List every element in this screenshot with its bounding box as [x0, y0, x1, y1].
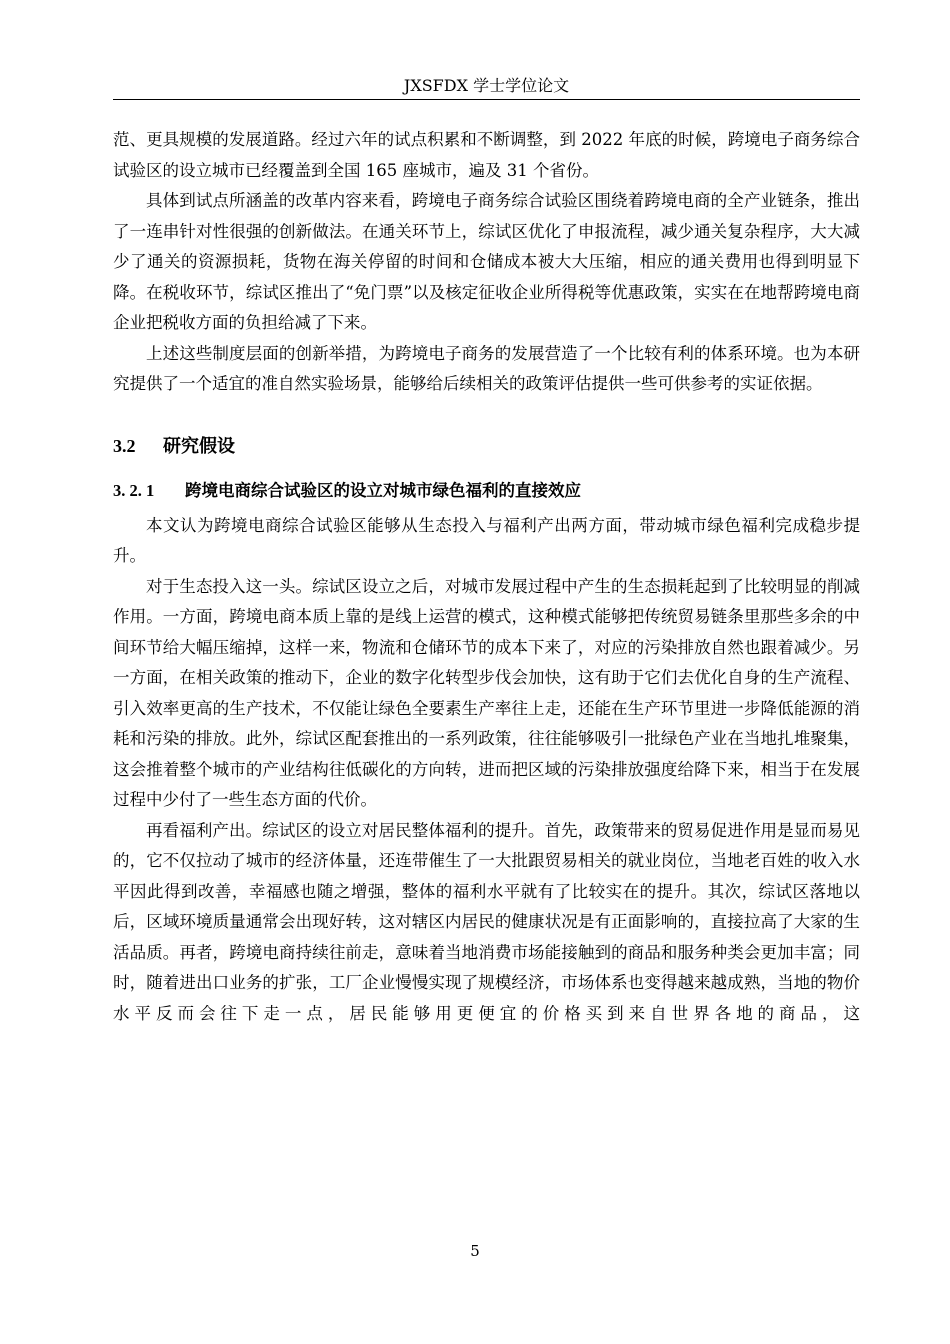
paragraph-intro: 本文认为跨境电商综合试验区能够从生态投入与福利产出两方面，带动城市绿色福利完成稳步提升。 [113, 515, 860, 565]
paragraph-reform-content: 具体到试点所涵盖的改革内容来看，跨境电子商务综合试验区围绕着跨境电商的全产业链条，推出了一连串针对性很强的创新做法。在通关环节上，综试区优化了申报流程，减少通关复杂程序，大大减少了通关的资源损耗，货物在海关停留的时间和仓储成本被大大压缩，相应的通关费用也得到明显下降。在税收环节，综试区推出了“免门票”以及核定征收企业所得税等优惠政策，实实在在地帮跨境电商企业把税收方面的负担给减了下来。 [113, 191, 860, 332]
section-heading [113, 432, 860, 461]
subsection-title: 跨境电商综合试验区的设立对城市绿色福利的直接效应 [185, 480, 581, 500]
page-content [113, 125, 860, 1029]
paragraph-continued: 范、更具规模的发展道路。经过六年的试点积累和不断调整，到 2022 年底的时候，跨境电子商务综合试验区的设立城市已经覆盖到全国 165 座城市，遍及 31 个省份。 [113, 130, 860, 180]
paragraph-welfare-output: 再看福利产出。综试区的设立对居民整体福利的提升。首先，政策带来的贸易促进作用是显而易见的，它不仅拉动了城市的经济体量，还连带催生了一大批跟贸易相关的就业岗位，当地老百姓的收入水平因此得到改善，幸福感也随之增强，整体的福利水平就有了比较实在的提升。其次，综试区落地以后，区域环境质量通常会出现好转，这对辖区内居民的健康状况是有正面影响的，直接拉高了大家的生活品质。再者，跨境电商持续往前走，意味着当地消费市场能接触到的商品和服务种类会更加丰富；同时，随着进出口业务的扩张，工厂企业慢慢实现了规模经济，市场体系也变得越来越成熟，当地的物价水平反而会往下走一点，居民能够用更便宜的价格买到来自世界各地的商品，这 [113, 820, 860, 1023]
section-title: 研究假设 [163, 435, 235, 457]
header-rule [113, 99, 860, 100]
paragraph-summary: 上述这些制度层面的创新举措，为跨境电子商务的发展营造了一个比较有利的体系环境。也为本研究提供了一个适宜的准自然实验场景，能够给后续相关的政策评估提供一些可供参考的实证依据。 [113, 343, 860, 393]
paragraph-ecological-input: 对于生态投入这一头。综试区设立之后，对城市发展过程中产生的生态损耗起到了比较明显的削减作用。一方面，跨境电商本质上靠的是线上运营的模式，这种模式能够把传统贸易链条里那些多余的中间环节给大幅压缩掉，这样一来，物流和仓储环节的成本下来了，对应的污染排放自然也跟着减少。另一方面，在相关政策的推动下，企业的数字化转型步伐会加快，这有助于它们去优化自身的生产流程、引入效率更高的生产技术，不仅能让绿色全要素生产率往上走，还能在生产环节里进一步降低能源的消耗和污染的排放。此外，综试区配套推出的一系列政策，往往能够吸引一批绿色产业在当地扎堆聚集，这会推着整个城市的产业结构往低碳化的方向转，进而把区域的污染排放强度给降下来，相当于在发展过程中少付了一些生态方面的代价。 [113, 576, 860, 809]
subsection-heading [113, 477, 860, 505]
page-number: 5 [470, 1242, 480, 1260]
section-number: 3.2 [113, 435, 136, 456]
running-header: JXSFDX 学士学位论文 [403, 76, 570, 95]
subsection-number: 3. 2. 1 [113, 480, 155, 500]
